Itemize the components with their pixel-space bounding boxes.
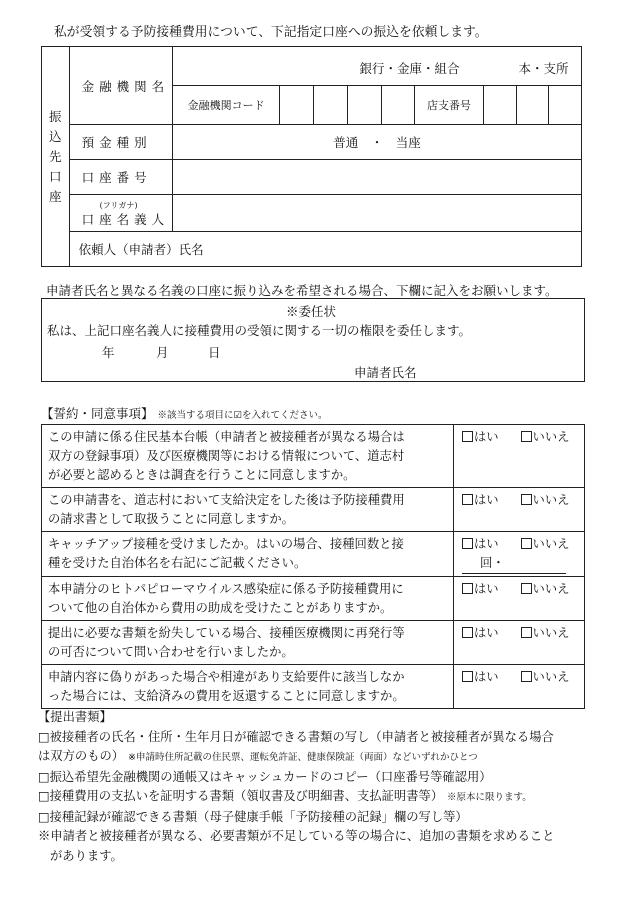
requester-name-field[interactable] bbox=[280, 232, 582, 267]
question-line: った場合には、支給済みの費用を返還することに同意しますか。 bbox=[48, 689, 405, 703]
checkbox-icon bbox=[462, 494, 473, 505]
no-checkbox[interactable] bbox=[521, 626, 570, 640]
branch-number-digit-box[interactable] bbox=[516, 86, 549, 125]
document-item-note: ※原本に限ります。 bbox=[447, 792, 532, 803]
branch-types: 本・支所 bbox=[518, 60, 569, 76]
section-label-char: 口 bbox=[49, 168, 62, 184]
proxy-day[interactable]: 日 bbox=[208, 345, 221, 360]
consent-row bbox=[42, 488, 585, 532]
bank-code-digit-box[interactable] bbox=[314, 86, 348, 125]
checkbox-icon bbox=[521, 627, 532, 638]
yes-checkbox[interactable] bbox=[462, 537, 499, 551]
account-number-field[interactable] bbox=[172, 160, 581, 195]
question-line: 種を受けた自治体名を右記にご記載ください。 bbox=[48, 556, 307, 570]
deposit-type-options[interactable]: 普通 ・ 当座 bbox=[172, 125, 581, 160]
checkbox-icon bbox=[521, 583, 532, 594]
no-label: いいえ bbox=[532, 430, 570, 444]
question-line: 提出に必要な書類を紛失している場合、接種医療機関に再発行等 bbox=[48, 626, 405, 640]
question-line: ついて他の自治体から費用の助成を受けたことがありますか。 bbox=[48, 601, 393, 615]
furigana-label: (フリガナ) bbox=[99, 201, 138, 210]
answer-cell bbox=[454, 532, 585, 577]
checkbox-icon bbox=[521, 494, 532, 505]
proxy-note: 申請者氏名と異なる名義の口座に振り込みを希望される場合、下欄に記入をお願いします。 bbox=[46, 283, 558, 298]
question-line: の可否について問い合わせを行いましたか。 bbox=[48, 645, 294, 659]
answer-cell bbox=[454, 665, 585, 709]
consent-question bbox=[42, 532, 454, 577]
catchup-count-label: 回・ bbox=[480, 556, 505, 570]
consent-question bbox=[42, 621, 454, 665]
requester-name-label: 依頼人（申請者）氏名 bbox=[69, 232, 280, 267]
document-item[interactable]: □接種記録が確認できる書類（母子健康手帳「予防接種の記録」欄の写し等） bbox=[38, 809, 468, 824]
consent-heading-row bbox=[41, 404, 328, 422]
account-holder-label-cell bbox=[69, 195, 172, 232]
yes-label: はい bbox=[474, 670, 499, 684]
yes-label: はい bbox=[474, 537, 499, 551]
checkbox-icon bbox=[521, 671, 532, 682]
yes-label: はい bbox=[474, 430, 499, 444]
yes-label: はい bbox=[474, 582, 499, 596]
proxy-title: ※委任状 bbox=[286, 304, 337, 319]
no-checkbox[interactable] bbox=[521, 430, 570, 444]
consent-question bbox=[42, 425, 454, 488]
consent-row bbox=[42, 577, 585, 621]
consent-row bbox=[42, 532, 585, 577]
documents-footnote: ※申請者と被接種者が異なる、必要書類が不足している等の場合に、追加の書類を求めること bbox=[38, 829, 555, 843]
account-number-label: 口座番号 bbox=[69, 160, 172, 195]
catchup-count-field[interactable] bbox=[462, 554, 566, 574]
document-item-text: は双方のもの） bbox=[38, 749, 125, 763]
question-line: が必要と認めるときは調査を行うことに同意しますか。 bbox=[48, 468, 356, 482]
checkbox-icon bbox=[462, 431, 473, 442]
proxy-month[interactable]: 月 bbox=[156, 345, 169, 360]
question-line: この申請書を、道志村において支給決定をした後は予防接種費用 bbox=[48, 493, 405, 507]
account-holder-label: 口座名義人 bbox=[81, 212, 170, 227]
header-text: 私が受領する予防接種費用について、下記指定口座への振込を依頼します。 bbox=[54, 25, 488, 40]
deposit-type-label: 預金種別 bbox=[69, 125, 172, 160]
document-item[interactable]: □振込希望先金融機関の通帳又はキャッシュカードのコピー（口座番号等確認用） bbox=[38, 769, 492, 784]
document-item[interactable] bbox=[38, 787, 554, 808]
consent-row bbox=[42, 665, 585, 709]
documents-heading: 【提出書類】 bbox=[38, 710, 112, 724]
proxy-year[interactable]: 年 bbox=[102, 345, 115, 360]
no-label: いいえ bbox=[532, 626, 570, 640]
no-checkbox[interactable] bbox=[521, 537, 570, 551]
document-item[interactable]: □被接種者の氏名・住所・生年月日が確認できる書類の写し（申請者と被接種者が異なる場合 bbox=[38, 729, 554, 744]
section-label-char: 込 bbox=[49, 128, 62, 144]
bank-name-label: 金融機関名 bbox=[69, 47, 172, 125]
consent-heading: 【誓約・同意事項】 bbox=[41, 406, 154, 421]
consent-note: ※該当する項目に☑を入れてください。 bbox=[157, 410, 328, 421]
answer-cell bbox=[454, 621, 585, 665]
no-checkbox[interactable] bbox=[521, 493, 570, 507]
account-holder-field[interactable] bbox=[172, 195, 581, 232]
document-item-note: ※申請時住所記載の住民票、運転免許証、健康保険証（両面）などいずれかひとつ bbox=[128, 752, 478, 763]
proxy-applicant-label: 申請者氏名 bbox=[354, 365, 417, 380]
consent-row bbox=[42, 621, 585, 665]
document-item-text: □接種費用の支払いを証明する書類（領収書及び明細書、支払証明書等） bbox=[38, 789, 444, 803]
proxy-body: 私は、上記口座名義人に接種費用の受領に関する一切の権限を委任します。 bbox=[47, 323, 472, 338]
branch-number-label: 店支番号 bbox=[415, 86, 484, 125]
consent-question bbox=[42, 488, 454, 532]
bank-code-digit-box[interactable] bbox=[347, 86, 381, 125]
bank-name-field[interactable] bbox=[172, 47, 581, 86]
consent-table bbox=[41, 424, 585, 709]
section-label-char: 先 bbox=[49, 148, 62, 164]
question-line: キャッチアップ接種を受けましたか。はいの場合、接種回数と接 bbox=[48, 537, 404, 551]
question-line: 申請内容に偽りがあった場合や相違があり支給要件に該当しなか bbox=[48, 670, 405, 684]
bank-code-digit-box[interactable] bbox=[381, 86, 415, 125]
yes-label: はい bbox=[474, 626, 499, 640]
checkbox-icon bbox=[462, 671, 473, 682]
proxy-letter-box bbox=[41, 298, 585, 382]
yes-checkbox[interactable] bbox=[462, 493, 499, 507]
yes-checkbox[interactable] bbox=[462, 582, 499, 596]
bank-code-label: 金融機関コード bbox=[172, 86, 279, 125]
no-checkbox[interactable] bbox=[521, 582, 570, 596]
checkbox-icon bbox=[521, 431, 532, 442]
documents-section bbox=[38, 708, 554, 866]
no-checkbox[interactable] bbox=[521, 670, 570, 684]
yes-label: はい bbox=[474, 493, 499, 507]
no-label: いいえ bbox=[532, 493, 570, 507]
yes-checkbox[interactable] bbox=[462, 430, 499, 444]
bank-code-digit-box[interactable] bbox=[280, 86, 314, 125]
no-label: いいえ bbox=[532, 537, 570, 551]
consent-question bbox=[42, 665, 454, 709]
checkbox-icon bbox=[462, 583, 473, 594]
answer-cell bbox=[454, 577, 585, 621]
section-label-transfer-account bbox=[42, 47, 70, 267]
document-item-continued bbox=[38, 747, 554, 768]
bank-types: 銀行・金庫・組合 bbox=[359, 60, 460, 76]
branch-number-digit-box[interactable] bbox=[549, 86, 582, 125]
question-line: 双方の登録事項）及び医療機関等における情報について、道志村 bbox=[48, 449, 405, 463]
section-label-char: 振 bbox=[49, 108, 62, 124]
question-line: この申請に係る住民基本台帳（申請者と被接種者が異なる場合は bbox=[48, 430, 405, 444]
answer-cell bbox=[454, 425, 585, 488]
checkbox-icon bbox=[521, 538, 532, 549]
answer-cell bbox=[454, 488, 585, 532]
yes-checkbox[interactable] bbox=[462, 626, 499, 640]
bank-account-table bbox=[41, 46, 582, 267]
checkbox-icon bbox=[462, 538, 473, 549]
consent-row bbox=[42, 425, 585, 488]
checkbox-icon bbox=[462, 627, 473, 638]
branch-number-digit-box[interactable] bbox=[483, 86, 516, 125]
consent-question bbox=[42, 577, 454, 621]
no-label: いいえ bbox=[532, 582, 570, 596]
no-label: いいえ bbox=[532, 670, 570, 684]
section-label-char: 座 bbox=[49, 188, 62, 204]
question-line: 本申請分のヒトパピローマウイルス感染症に係る予防接種費用に bbox=[48, 582, 404, 596]
yes-checkbox[interactable] bbox=[462, 670, 499, 684]
question-line: の請求書として取扱うことに同意しますか。 bbox=[48, 512, 294, 526]
documents-footnote-continued: があります。 bbox=[50, 848, 123, 863]
